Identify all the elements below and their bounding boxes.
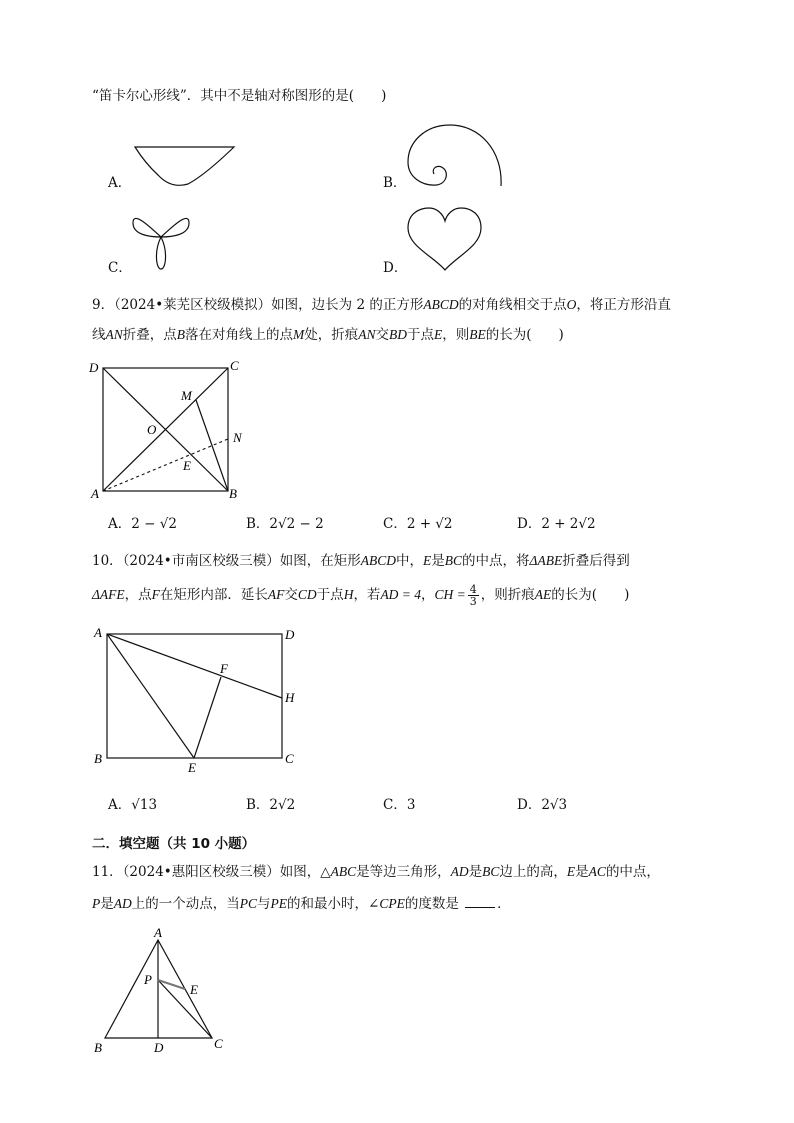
q9-label-d: D [89,360,99,375]
q9-line1: 9．（2024•莱芜区校级模拟）如图，边长为 2 的正方形ABCD的对角线相交于点O，将正方形沿直 [92,297,671,313]
q11-line1: 11．（2024•惠阳区校级三模）如图，△ABC是等边三角形，AD是BC边上的高，E是AC的中点， [92,864,660,880]
q10-option-d[interactable]: D．2√3 [517,797,568,813]
q10-label-d: D [285,627,295,642]
q10-label-e: E [188,760,196,775]
q9-label-a: A [91,486,99,501]
q9-label-n: N [233,430,242,445]
q8-option-a[interactable]: A． [108,175,132,191]
q8-option-c[interactable]: C． [108,260,132,276]
q10-line2: ΔAFE，点F在矩形内部．延长AF交CD于点H，若AD = 4，CH = $\frac{4}{3}$ ，则折痕AE的长为( ) [92,583,630,608]
q11-figure-triangle [88,926,238,1056]
q11-label-e: E [190,982,198,997]
q10-option-c[interactable]: C．3 [383,797,416,813]
q10-figure-rectangle [90,624,310,774]
q9-label-m: M [181,388,192,403]
q9-label-e: E [183,458,191,473]
q9-line2: 线AN折叠，点B落在对角线上的点M处，折痕AN交BD于点E，则BE的长为( ) [92,327,564,343]
q9-option-b[interactable]: B．2√2 − 2 [246,516,324,532]
q10-fraction: $\frac{4}{3}$ [469,583,477,608]
q8-option-d[interactable]: D． [383,260,408,276]
section-heading: 二．填空题（共 10 小题） [92,836,256,852]
q11-line2: P是AD上的一个动点，当PC与PE的和最小时，∠CPE的度数是 ． [92,896,511,912]
q9-option-d[interactable]: D．2 + 2√2 [517,516,596,532]
q10-label-h: H [285,690,295,705]
q11-label-p: P [144,972,152,987]
q10-label-f: F [220,661,228,676]
q10-line1: 10．（2024•市南区校级三模）如图，在矩形ABCD中，E是BC的中点，将ΔABE折叠后得到 [92,553,630,569]
q11-label-d: D [154,1040,164,1055]
q8-figure-d-heart [405,206,485,272]
q10-label-b: B [94,751,102,766]
q8-stem: “笛卡尔心形线”．其中不是轴对称图形的是( ) [92,88,387,104]
q8-figure-a-bowl [133,145,243,190]
q11-answer-blank[interactable] [465,894,495,908]
q9-label-o: O [147,422,157,437]
q11-label-a: A [154,925,162,940]
q9-figure-square [88,358,258,508]
q10-label-c: C [285,751,294,766]
q9-option-c[interactable]: C．2 + √2 [383,516,453,532]
q10-label-a: A [94,625,102,640]
q8-option-b[interactable]: B． [383,175,407,191]
q9-option-a[interactable]: A．2 − √2 [108,516,177,532]
q11-label-b: B [94,1040,102,1055]
q10-option-b[interactable]: B．2√2 [246,797,296,813]
q8-figure-c-trefoil [128,205,198,275]
q11-label-c: C [214,1036,223,1051]
q9-label-b: B [229,486,237,501]
q9-label-c: C [230,358,239,373]
q8-figure-b-spiral [405,120,505,190]
q10-option-a[interactable]: A．√13 [108,797,158,813]
